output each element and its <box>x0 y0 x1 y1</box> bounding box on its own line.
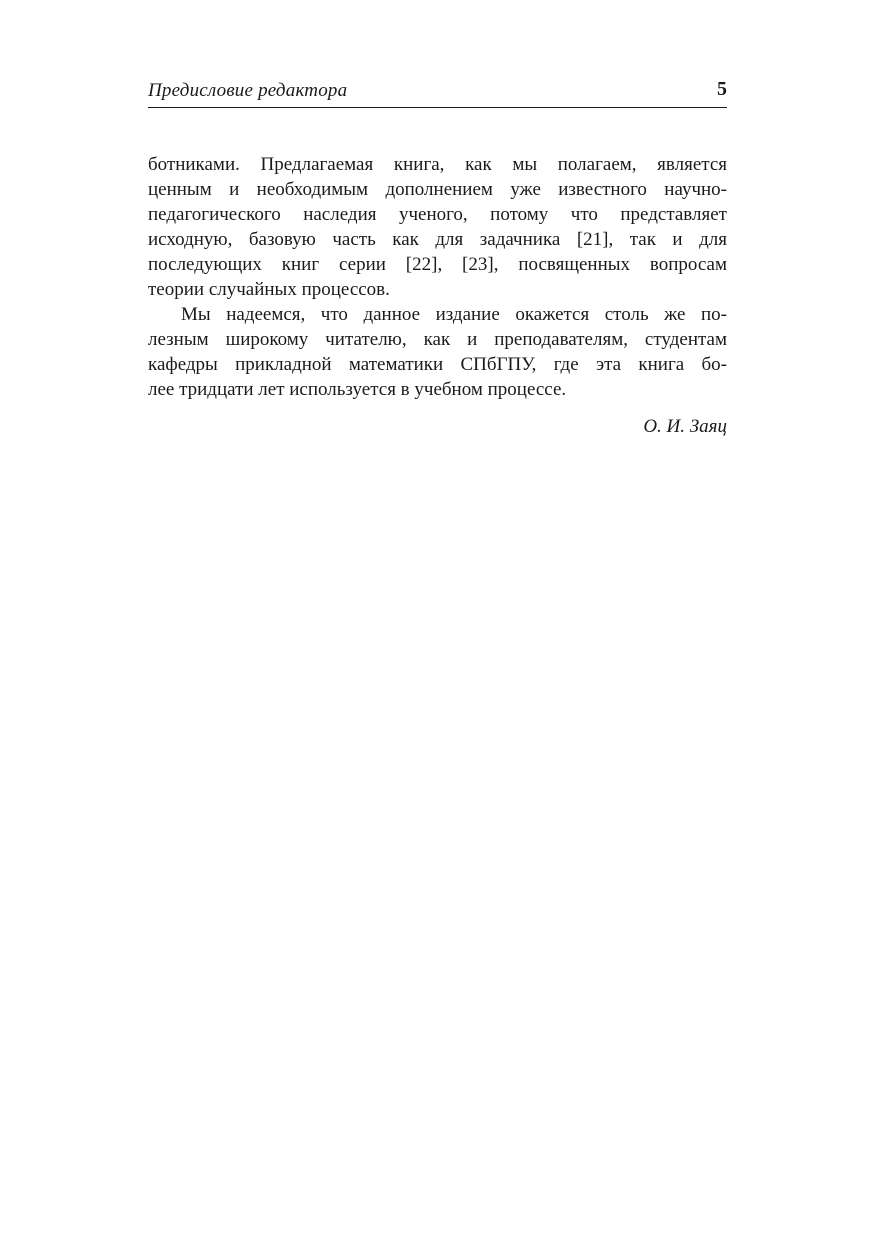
page-number: 5 <box>717 78 727 100</box>
paragraph-2 <box>148 302 727 402</box>
text-line: лезным широкому читателю, как и преподавателям, студентам <box>148 329 727 350</box>
text-line: ботниками. Предлагаемая книга, как мы полагаем, является <box>148 154 727 175</box>
text-line: исходную, базовую часть как для задачника [21], так и для <box>148 229 727 250</box>
body-text <box>148 152 727 439</box>
running-header-title: Предисловие редактора <box>148 80 348 101</box>
text-line: кафедры прикладной математики СПбГПУ, где эта книга бо- <box>148 354 727 375</box>
text-line: ценным и необходимым дополнением уже известного научно- <box>148 179 727 200</box>
text-line: лее тридцати лет используется в учебном процессе. <box>148 379 567 400</box>
text-line: последующих книг серии [22], [23], посвященных вопросам <box>148 254 727 275</box>
text-line: педагогического наследия ученого, потому что представляет <box>148 204 727 225</box>
running-header <box>148 78 727 108</box>
text-line: Мы надеемся, что данное издание окажется столь же по- <box>181 304 727 325</box>
book-page <box>148 78 727 439</box>
author-signature: О. И. Заяц <box>643 416 727 437</box>
text-line: теории случайных процессов. <box>148 279 390 300</box>
paragraph-1 <box>148 152 727 302</box>
